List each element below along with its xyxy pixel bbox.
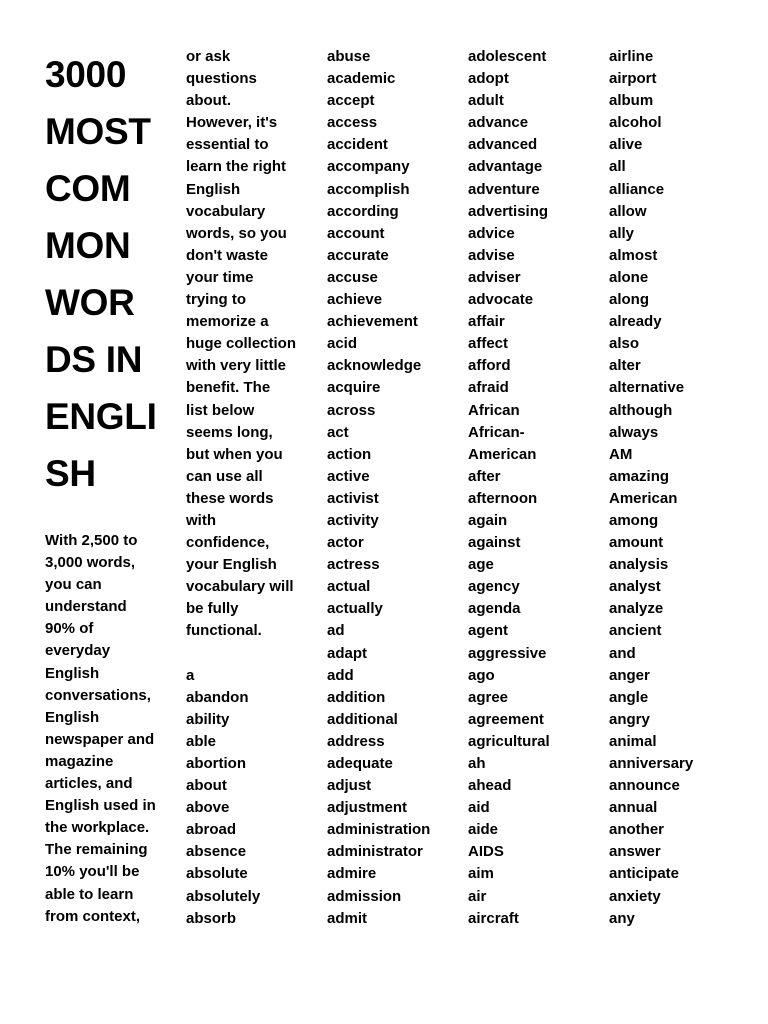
word-item: across [327,401,376,419]
intro-line: from context, [45,907,141,925]
word-item: administrator [327,843,423,861]
intro-line: everyday [45,642,111,660]
word-item: add [327,666,354,684]
intro-line: With 2,500 to [45,532,138,549]
word-item: and [609,644,636,662]
word-item: after [468,467,501,485]
word-item: achieve [327,291,383,309]
word-item: aircraft [468,909,519,927]
word-item: absolute [186,865,248,883]
intro-line: conversations, [45,686,151,704]
word-item: alive [609,136,643,154]
word-item: all [609,158,626,176]
word-item: almost [609,246,658,264]
word-item: agenda [468,600,521,618]
word-item: allow [609,202,647,220]
intro-paragraph-continued [186,46,311,643]
word-item: ahead [468,777,512,795]
column-2 [186,46,311,930]
word-item: actual [327,578,371,596]
word-item: according [327,202,399,220]
title-line: MOST [45,111,151,152]
word-item: anticipate [609,865,680,883]
word-item: abortion [186,755,246,772]
word-item: acknowledge [327,357,422,375]
word-list-1 [186,665,311,930]
word-item: agricultural [468,732,550,750]
word-item: American [609,489,678,507]
intro-line: 10% you'll be [45,863,140,881]
word-item: addition [327,688,386,706]
word-item: abroad [186,821,237,839]
word-item: actor [327,534,364,552]
word-list-2 [327,46,457,930]
word-item: ad [327,622,345,640]
word-item: affect [468,335,509,353]
intro-line: able to learn [45,885,134,903]
word-item: always [609,423,659,441]
intro-line: However, it's [186,114,278,132]
word-item: adventure [468,180,540,198]
word-item: alternative [609,379,685,397]
column-5 [609,46,749,930]
intro-line: English used in [45,797,156,815]
word-item: ability [186,710,230,728]
word-item: alter [609,357,641,375]
word-item: afraid [468,379,509,397]
word-item: accuse [327,268,378,286]
word-item: AIDS [468,843,504,861]
word-item: air [468,887,487,905]
intro-line: memorize a [186,313,269,331]
word-item: amazing [609,467,670,485]
word-item: aggressive [468,644,547,662]
word-item: analysis [609,556,669,574]
word-item: analyst [609,578,661,596]
word-item: abandon [186,688,249,706]
word-item: aide [468,821,499,839]
word-item: adequate [327,755,393,772]
column-3 [327,46,457,930]
title-line: WOR [45,282,135,323]
word-item: alliance [609,180,665,198]
intro-line: English [45,664,100,682]
word-item: act [327,423,349,441]
intro-line: the workplace. [45,819,150,837]
word-item: another [609,821,665,839]
word-item: ally [609,224,635,242]
intro-line: words, so you [186,224,287,242]
word-item: adjustment [327,799,408,817]
intro-line: list below [186,401,255,419]
intro-line: with [186,511,216,529]
word-item: accompany [327,158,410,176]
paragraph-gap [186,643,311,665]
word-item: adapt [327,644,368,662]
word-item: advance [468,114,529,132]
word-item: academic [327,70,396,88]
intro-line: essential to [186,136,269,154]
intro-line: don't waste [186,246,268,264]
title-line: 3000 [45,54,127,95]
word-item: absolutely [186,887,261,905]
word-item: abuse [327,48,371,65]
word-item: absorb [186,909,237,927]
word-item: announce [609,777,680,795]
word-item: anxiety [609,887,661,905]
word-item: agree [468,688,509,706]
word-item: active [327,467,370,485]
word-item: access [327,114,378,132]
word-item: about [186,777,227,795]
intro-line: 90% of [45,620,94,638]
word-list-3 [468,46,598,930]
word-item: analyze [609,600,664,618]
intro-line: understand [45,598,127,616]
word-item: American [468,445,537,463]
column-4 [468,46,598,930]
word-item: along [609,291,649,309]
intro-line: but when you [186,445,283,463]
word-item: ah [468,755,486,772]
intro-line: newspaper and [45,730,155,748]
word-item: any [609,909,635,927]
word-item: advanced [468,136,538,154]
intro-paragraph [45,530,167,928]
intro-line: The remaining [45,841,148,859]
word-item: advice [468,224,515,242]
intro-line: functional. [186,622,262,640]
intro-line: vocabulary [186,202,266,220]
word-item: anniversary [609,755,694,772]
word-item: afternoon [468,489,538,507]
intro-line: about. [186,92,231,110]
word-item: anger [609,666,650,684]
word-item: accident [327,136,388,154]
intro-line: learn the right [186,158,287,176]
word-item: activist [327,489,379,507]
title-line: MON [45,225,131,266]
word-item: agency [468,578,520,596]
word-item: a [186,666,195,684]
word-item: adult [468,92,504,110]
word-item: absence [186,843,247,861]
word-item: agent [468,622,509,640]
word-item: adjust [327,777,372,795]
word-item: administration [327,821,431,839]
word-item: account [327,224,385,242]
word-item: afford [468,357,511,375]
word-item: above [186,799,230,817]
word-item: acquire [327,379,381,397]
word-item: action [327,445,372,463]
intro-line: your time [186,268,254,286]
word-item: accept [327,92,375,110]
word-item: acid [327,335,358,353]
word-item: achievement [327,313,418,331]
intro-line: questions [186,70,257,88]
title-line: ENGLI [45,396,157,437]
word-item: although [609,401,673,419]
word-item: affair [468,313,505,331]
title-line: COM [45,168,131,209]
word-item: actress [327,556,380,574]
word-item: animal [609,732,657,750]
word-item: advocate [468,291,534,309]
intro-line: can use all [186,467,263,485]
word-item: ago [468,666,495,684]
word-item: against [468,534,521,552]
word-item: accurate [327,246,389,264]
intro-line: articles, and [45,775,133,793]
word-item: angry [609,710,650,728]
word-item: alcohol [609,114,662,132]
word-item: admission [327,887,402,905]
title-line: DS IN [45,339,143,380]
word-item: airline [609,48,654,65]
word-item: already [609,313,662,331]
word-item: angle [609,688,649,706]
word-item: adopt [468,70,509,88]
word-list-4 [609,46,749,930]
intro-line: you can [45,576,102,594]
word-item: agreement [468,710,544,728]
intro-line: English [186,180,241,198]
word-item: also [609,335,640,353]
word-item: among [609,511,659,529]
word-item: alone [609,268,649,286]
intro-line: your English [186,556,277,574]
word-item: actually [327,600,383,618]
word-item: address [327,732,385,750]
intro-line: or ask [186,48,231,65]
intro-line: vocabulary will [186,578,294,596]
word-item: answer [609,843,661,861]
word-item: again [468,511,508,529]
word-item: additional [327,710,398,728]
word-item: advise [468,246,515,264]
word-item: AM [609,445,633,463]
word-item: aim [468,865,494,883]
title-line: SH [45,453,96,494]
intro-line: seems long, [186,423,273,441]
intro-line: huge collection [186,335,297,353]
word-item: aid [468,799,490,817]
word-item: accomplish [327,180,410,198]
word-item: album [609,92,654,110]
word-item: admire [327,865,377,883]
intro-line: 3,000 words, [45,554,136,572]
word-item: African- [468,423,525,441]
word-item: annual [609,799,658,817]
intro-line: be fully [186,600,239,618]
page-title [45,46,167,502]
word-item: amount [609,534,664,552]
word-item: adviser [468,268,521,286]
word-item: advantage [468,158,543,176]
word-item: able [186,732,217,750]
word-item: advertising [468,202,549,220]
word-item: adolescent [468,48,547,65]
column-1 [45,46,167,928]
word-item: activity [327,511,379,529]
word-item: admit [327,909,368,927]
intro-line: benefit. The [186,379,271,397]
intro-line: magazine [45,752,114,770]
intro-line: these words [186,489,274,507]
word-item: age [468,556,494,574]
intro-line: with very little [186,357,287,375]
intro-line: English [45,708,100,726]
word-item: airport [609,70,657,88]
intro-line: trying to [186,291,246,309]
intro-line: confidence, [186,534,270,552]
word-item: ancient [609,622,662,640]
word-item: African [468,401,520,419]
